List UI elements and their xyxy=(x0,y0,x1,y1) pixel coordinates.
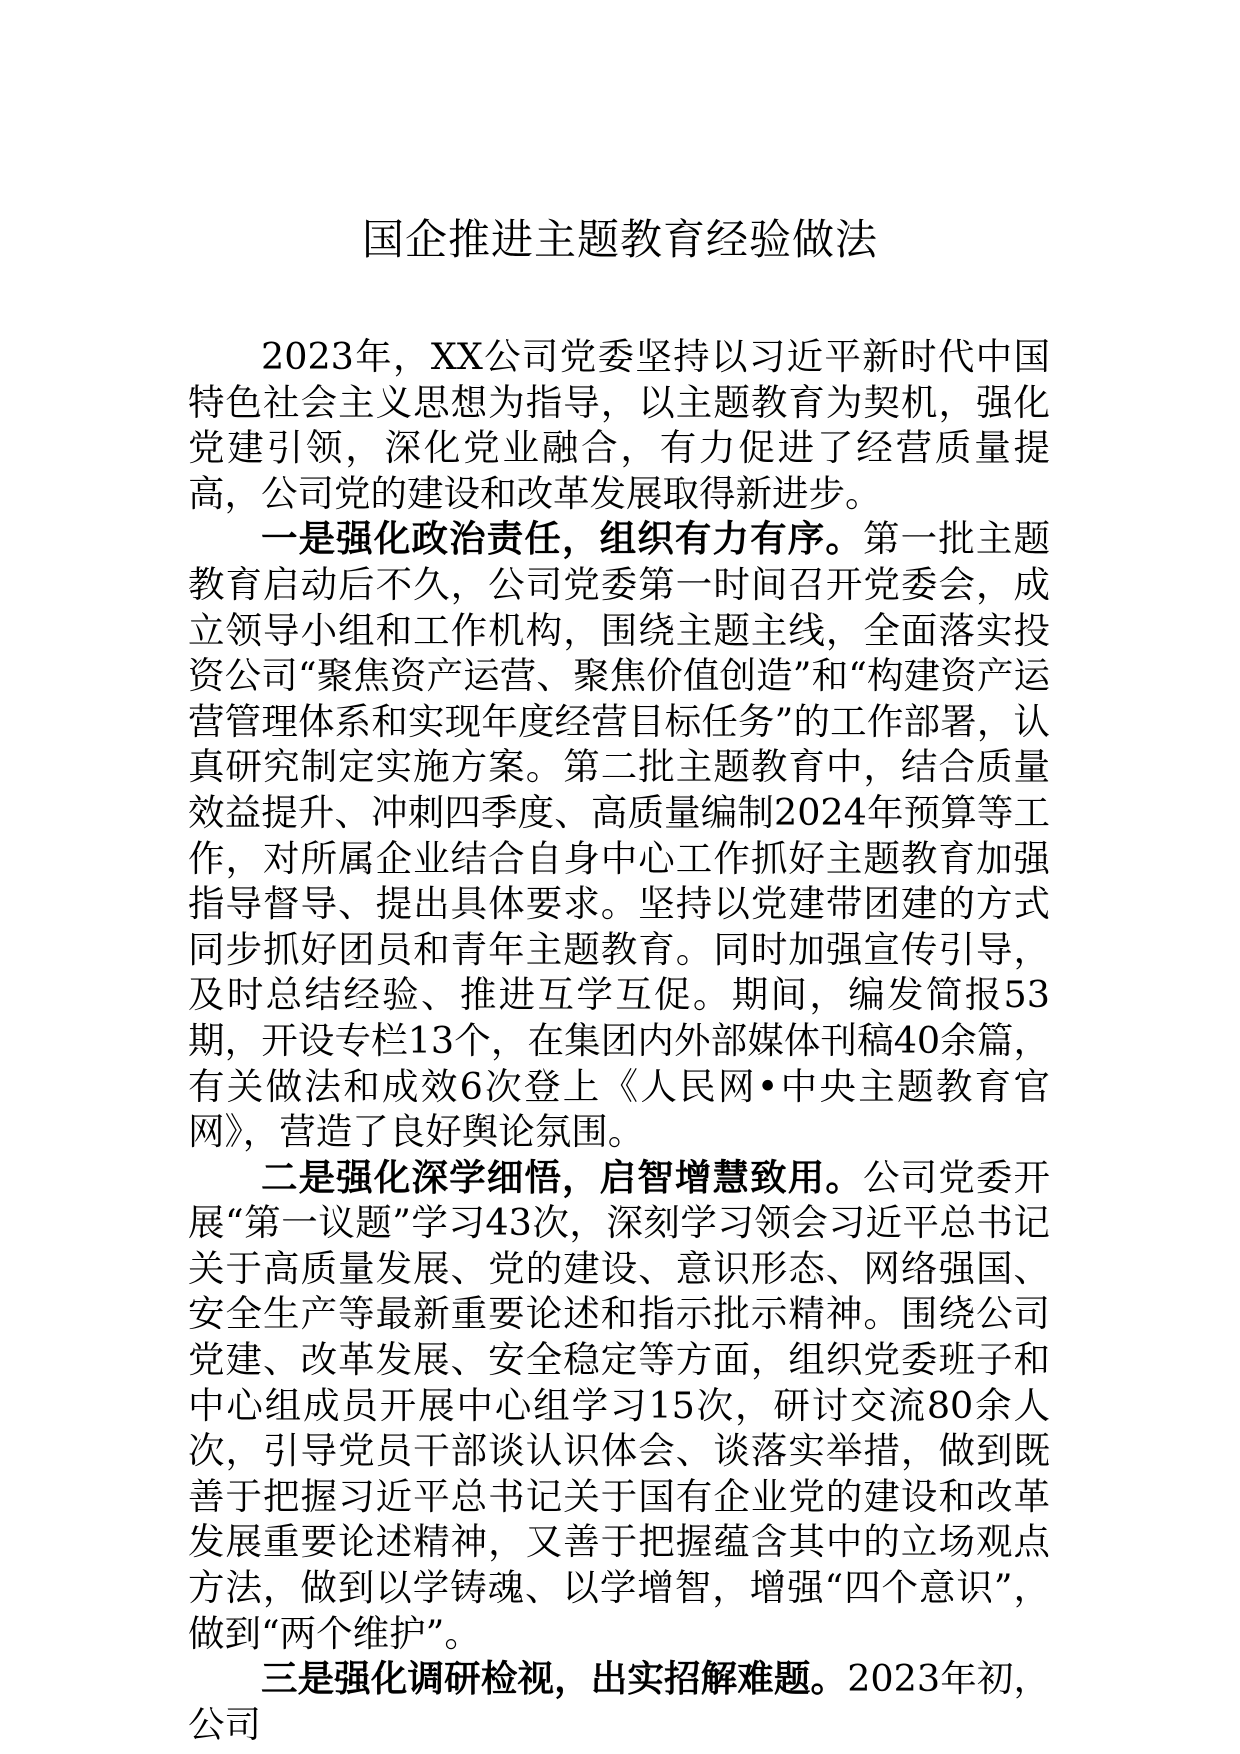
paragraph-one xyxy=(188,516,1050,1154)
document-title: 国企推进主题教育经验做法 xyxy=(361,215,878,264)
paragraph-two xyxy=(188,1155,1050,1657)
paragraph-lead: 二是强化深学细悟，启智增慧致用。 xyxy=(261,1155,863,1199)
paragraph-lead: 一是强化政治责任，组织有力有序。 xyxy=(261,517,863,561)
paragraph-intro xyxy=(188,334,1050,516)
paragraph-text: 第一批主题教育启动后不久，公司党委第一时间召开党委会，成立领导小组和工作机构，围绕主题主线，全面落实投资公司“聚焦资产运营、聚焦价值创造”和“构建资产运营管理体系和实现年度经营目标任务”的工作部署，认真研究制定实施方案。第二批主题教育中，结合质量效益提升、冲刺四季度、高质量编制2024年预算等工作，对所属企业结合自身中心工作抓好主题教育加强指导督导、提出具体要求。坚持以党建带团建的方式同步抓好团员和青年主题教育。同时加强宣传引导，及时总结经验、推进互学互促。期间，编发简报53期，开设专栏13个，在集团内外部媒体刊稿40余篇，有关做法和成效6次登上《人民网•中央主题教育官网》，营造了良好舆论氛围。 xyxy=(188,517,1050,1154)
paragraph-text: 2023年，XX公司党委坚持以习近平新时代中国特色社会主义思想为指导，以主题教育为契机，强化党建引领，深化党业融合，有力促进了经营质量提高，公司党的建设和改革发展取得新进步。 xyxy=(188,335,1050,515)
document-body xyxy=(188,334,1050,1747)
paragraph-three xyxy=(188,1656,1050,1747)
paragraph-text: 2023年初，公司 xyxy=(188,1657,1051,1746)
paragraph-lead: 三是强化调研检视，出实招解难题。 xyxy=(261,1657,848,1701)
paragraph-text: 公司党委开展“第一议题”学习43次，深刻学习领会习近平总书记关于高质量发展、党的建设、意识形态、网络强国、安全生产等最新重要论述和指示批示精神。围绕公司党建、改革发展、安全稳定等方面，组织党委班子和中心组成员开展中心组学习15次，研讨交流80余人次，引导党员干部谈认识体会、谈落实举措，做到既善于把握习近平总书记关于国有企业党的建设和改革发展重要论述精神，又善于把握蕴含其中的立场观点方法，做到以学铸魂、以学增智，增强“四个意识”，做到“两个维护”。 xyxy=(188,1155,1050,1655)
